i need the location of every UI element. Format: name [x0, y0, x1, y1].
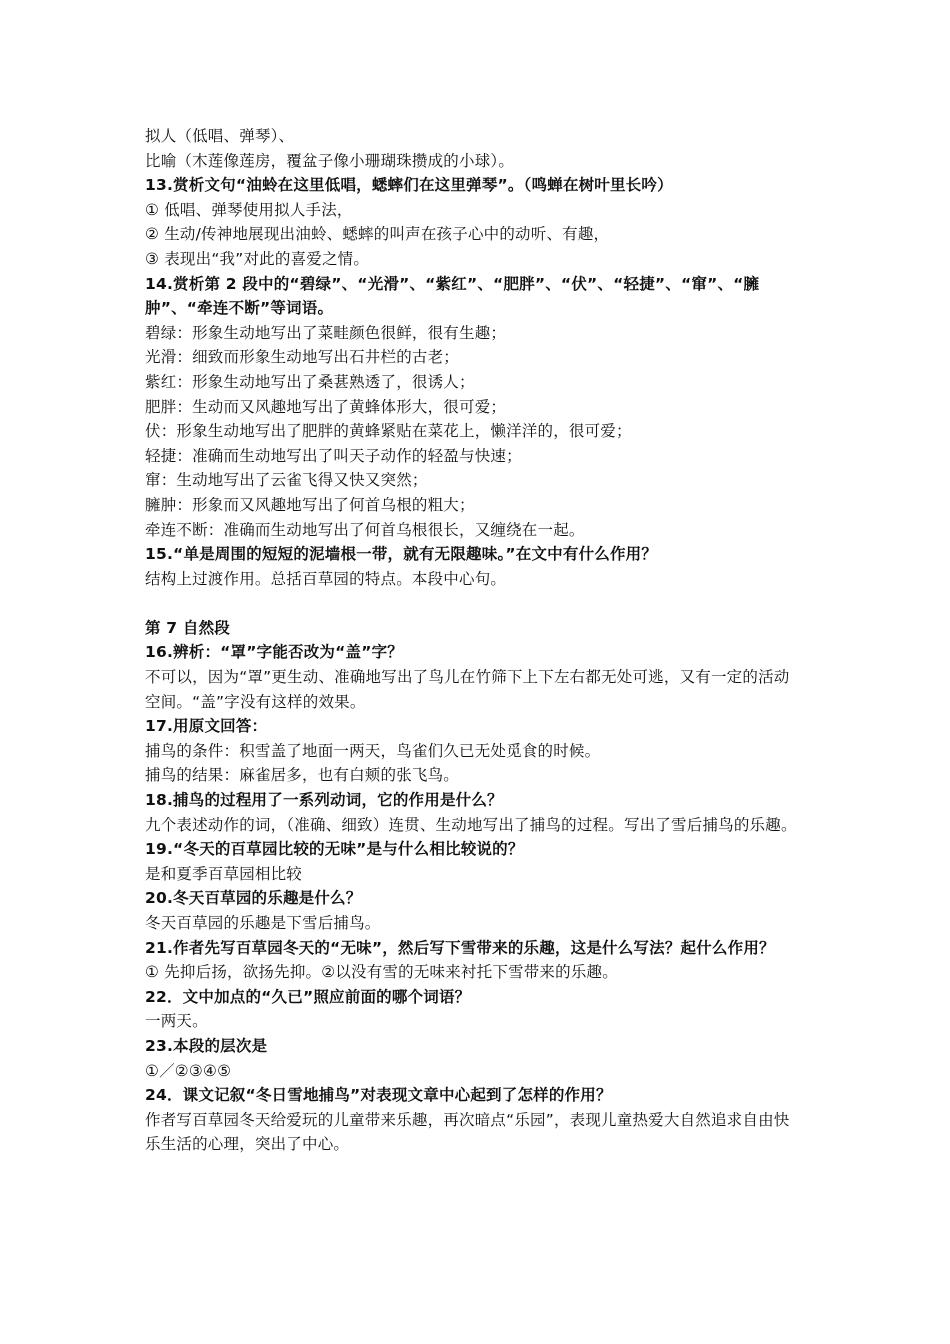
answer-text: 光滑：细致而形象生动地写出石井栏的古老；	[145, 348, 460, 367]
question-heading: 13.赏析文句“油蛉在这里低唱，蟋蟀们在这里弹琴”。（鸣蝉在树叶里长吟）	[145, 176, 673, 195]
question-heading: 14.赏析第 2 段中的“碧绿”、“光滑”、“紫红”、“肥胖”、“伏”、“轻捷”、“窜”、“臃肿”、“牵连不断”等词语。	[145, 274, 760, 318]
question-heading: 21.作者先写百草园冬天的“无味”，然后写下雪带来的乐趣，这是什么写法？起什么作用？	[145, 938, 775, 957]
answer-text: 肥胖：生动而又风趣地写出了黄蜂体形大，很可爱；	[145, 397, 507, 416]
question-heading: 15.“单是周围的短短的泥墙根一带，就有无限趣味。”在文中有什么作用？	[145, 545, 658, 564]
question-heading: 23.本段的层次是	[145, 1036, 268, 1055]
answer-text: 作者写百草园冬天给爱玩的儿童带来乐趣，再次暗点“乐园”，表现儿童热爱大自然追求自由快乐生活的心理，突出了中心。	[145, 1110, 790, 1154]
answer-text: ① 低唱、弹琴使用拟人手法，	[145, 200, 353, 219]
answer-text: 轻捷：准确而生动地写出了叫天子动作的轻盈与快速；	[145, 446, 522, 465]
answer-text: 牵连不断：准确而生动地写出了何首乌根很长，又缠绕在一起。	[145, 520, 585, 539]
answer-text: 碧绿：形象生动地写出了菜畦颜色很鲜，很有生趣；	[145, 323, 507, 342]
answer-text: 臃肿：形象而又风趣地写出了何首乌根的粗大；	[145, 495, 475, 514]
answer-text: 窜：生动地写出了云雀飞得又快又突然；	[145, 471, 428, 490]
answer-text: ① 先抑后扬，欲扬先抑。②以没有雪的无味来衬托下雪带来的乐趣。	[145, 963, 618, 982]
answer-text: 一两天。	[145, 1012, 208, 1031]
question-heading: 20.冬天百草园的乐趣是什么？	[145, 889, 362, 908]
answer-text: 是和夏季百草园相比较	[145, 864, 303, 883]
question-heading: 24．课文记叙“冬日雪地捕鸟”对表现文章中心起到了怎样的作用？	[145, 1086, 612, 1105]
answer-text: 捕鸟的条件：积雪盖了地面一两天，鸟雀们久已无处觅食的时候。	[145, 741, 601, 760]
answer-text: 拟人（低唱、弹琴）、	[145, 127, 295, 145]
question-heading: 16.辨析：“罩”字能否改为“盖”字？	[145, 643, 404, 662]
answer-text: 结构上过渡作用。总括百草园的特点。本段中心句。	[145, 569, 507, 588]
document-page	[145, 124, 805, 1157]
answer-text: ③ 表现出“我”对此的喜爱之情。	[145, 249, 370, 268]
blank-line	[145, 591, 805, 616]
answer-text: 九个表述动作的词，（准确、细致）连贯、生动地写出了捕鸟的过程。写出了雪后捕鸟的乐趣。	[145, 815, 797, 834]
answer-text: 伏：形象生动地写出了肥胖的黄蜂紧贴在菜花上，懒洋洋的，很可爱；	[145, 422, 632, 441]
question-heading: 17.用原文回答：	[145, 717, 268, 736]
question-heading: 第 7 自然段	[145, 618, 230, 637]
answer-text: 紫红：形象生动地写出了桑葚熟透了，很诱人；	[145, 372, 475, 391]
answer-text: ② 生动/传神地展现出油蛉、蟋蟀的叫声在孩子心中的动听、有趣，	[145, 225, 610, 244]
answer-text: 捕鸟的结果：麻雀居多，也有白颊的张飞鸟。	[145, 766, 460, 785]
answer-text: 不可以，因为“罩”更生动、准确地写出了鸟儿在竹筛下上下左右都无处可逃，又有一定的活动空间。“盖”字没有这样的效果。	[145, 668, 790, 711]
answer-text: 冬天百草园的乐趣是下雪后捕鸟。	[145, 914, 381, 932]
question-heading: 22．文中加点的“久已”照应前面的哪个词语？	[145, 987, 471, 1006]
answer-text: ①／②③④⑤	[145, 1061, 232, 1080]
question-heading: 18.捕鸟的过程用了一系列动词，它的作用是什么？	[145, 791, 503, 810]
answer-text: 比喻（木莲像莲房，覆盆子像小珊瑚珠攒成的小球）。	[145, 151, 515, 170]
question-heading: 19.“冬天的百草园比较的无味”是与什么相比较说的？	[145, 840, 524, 859]
